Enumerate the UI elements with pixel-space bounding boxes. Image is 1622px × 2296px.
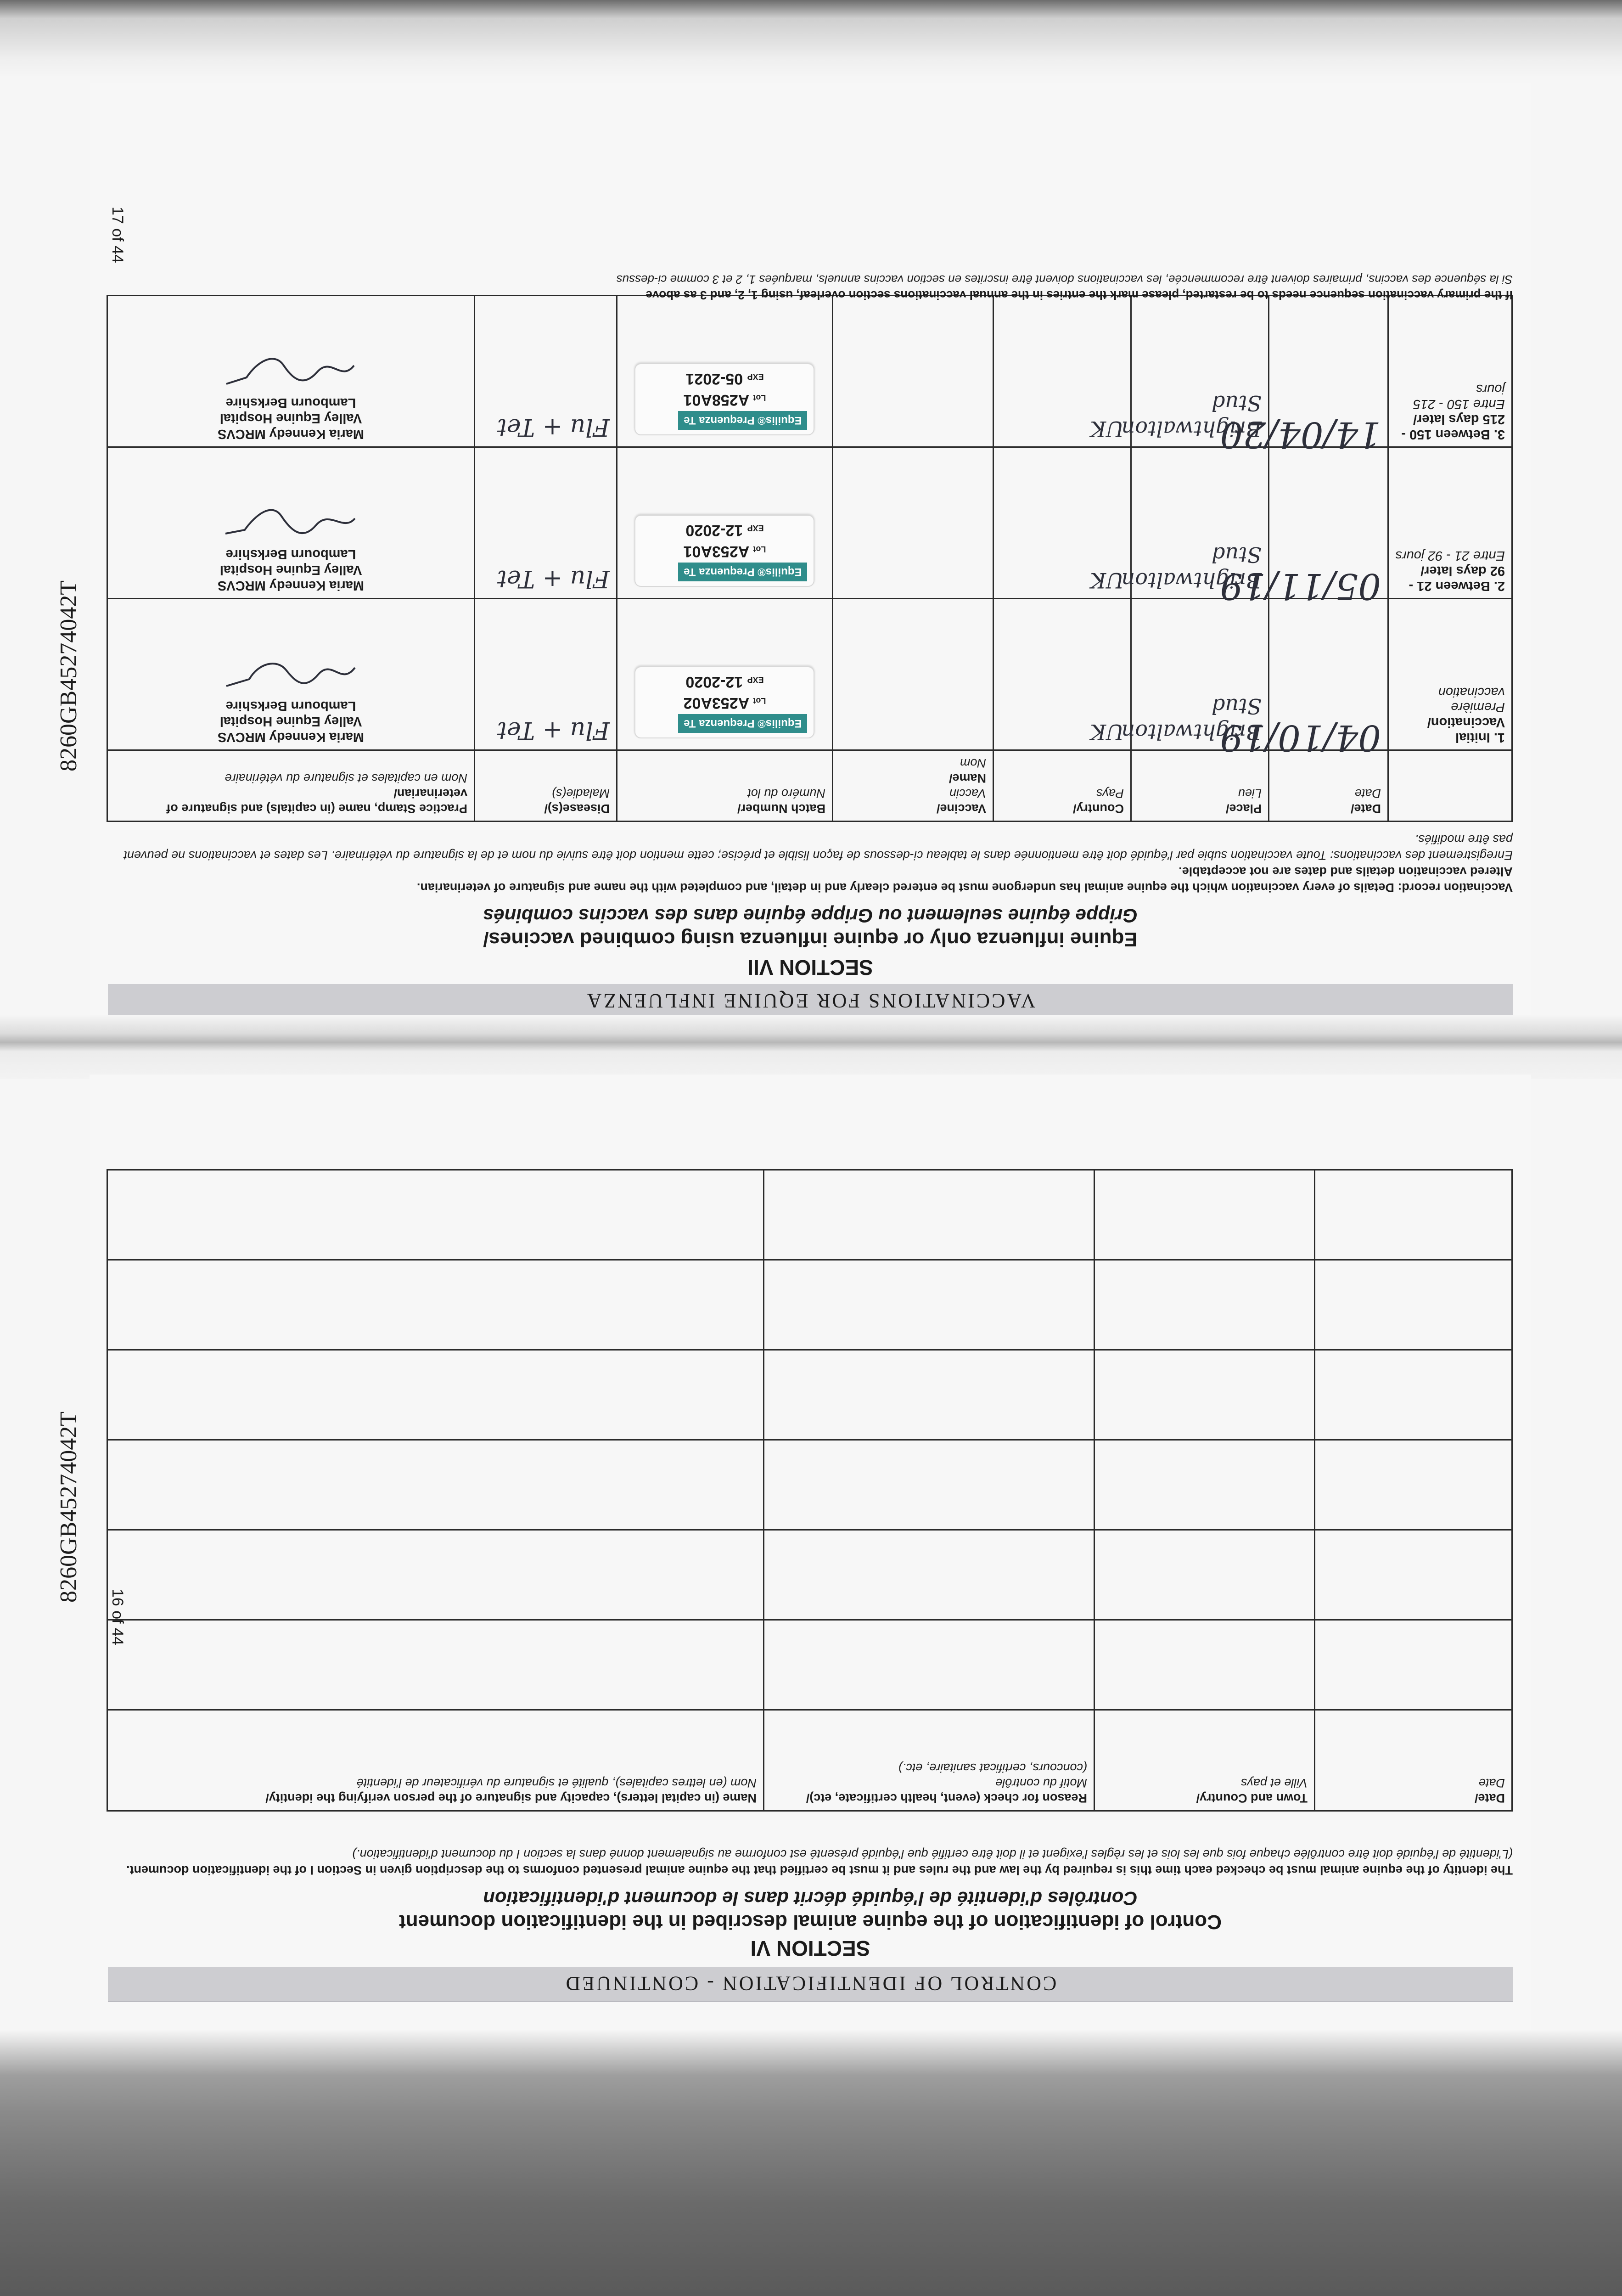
instruction-en-2: Altered vaccination details and dates are not acceptable. <box>1179 865 1513 878</box>
cell <box>107 1620 764 1710</box>
batch-sticker <box>635 363 815 435</box>
vaccination-date: 05/11/19 <box>1269 447 1388 599</box>
cell <box>1315 1350 1512 1440</box>
expiry-date: 05-2021 <box>685 370 743 388</box>
cell <box>764 1350 1094 1440</box>
header-date-en: Date/ <box>1350 802 1381 816</box>
vaccination-place: Brightwalton Stud <box>1131 599 1269 750</box>
header-batch-fr: Numéro du lot <box>747 787 825 800</box>
header-town-country <box>1094 1710 1315 1811</box>
batch-sticker <box>635 666 815 738</box>
header-reason-fr-2: (concours, certificat sanitaire, etc.) <box>898 1761 1087 1775</box>
vaccination-date: 14/04/20 <box>1269 296 1388 447</box>
header-town-en: Town and Country/ <box>1196 1791 1308 1805</box>
identity-instructions-fr: (L'identité de l'équidé doit être contrôlée chaque fois que les lois et les règles l'exigent et il doit être certifié que l'équidé présenté est conforme au signalement donné dans la section I du document d'identification.) <box>352 1847 1513 1861</box>
identity-check-table <box>107 1169 1513 1812</box>
page-number: 17 of 44 <box>109 207 126 263</box>
row-label <box>1388 447 1512 599</box>
vaccine-brand: Equilis® Prequenza Te <box>678 563 807 581</box>
vaccine-name-cell <box>833 296 993 447</box>
vaccine-brand: Equilis® Prequenza Te <box>678 411 807 430</box>
header-reason-fr: Motif du contrôle <box>995 1776 1087 1790</box>
identity-instructions-en: The identity of the equine animal must be checked each time this is required by the law and the rules and it must be certified that the equine animal presented conforms to the description given in Section I of the identification document. <box>126 1863 1513 1877</box>
vet-signature <box>222 502 360 544</box>
header-country <box>993 750 1131 822</box>
vaccination-country: UK <box>993 447 1131 599</box>
header-batch-en: Batch Number/ <box>737 802 825 816</box>
instruction-lead: Vaccination record: <box>1398 881 1513 895</box>
vaccine-brand: Equilis® Prequenza Te <box>678 714 807 733</box>
page-17 <box>90 83 1531 1019</box>
vet-name: Maria Kennedy MRCVS <box>217 427 365 441</box>
batch-number-cell <box>617 296 833 447</box>
header-date-fr: Date <box>1354 787 1381 800</box>
cell <box>764 1620 1094 1710</box>
header-date <box>1315 1710 1512 1811</box>
cell <box>1094 1350 1315 1440</box>
vet-hospital: Valley Equine Hospital <box>219 411 362 426</box>
section-title-fr: Contrôles d'identité de l'équidé décrit dans le document d'identification <box>483 1888 1138 1909</box>
header-disease-en: Disease(s)/ <box>544 802 610 816</box>
exp-prefix: EXP <box>747 372 764 381</box>
header-place-fr: Lieu <box>1238 787 1262 800</box>
page-binding <box>0 1015 1622 1079</box>
expiry-date: 12-2020 <box>685 522 743 539</box>
lot-prefix: Lot <box>753 545 766 554</box>
cell <box>764 1440 1094 1530</box>
vet-name: Maria Kennedy MRCVS <box>217 730 365 744</box>
vaccine-name-cell <box>833 599 993 750</box>
row-label-fr: Entre 21 - 92 jours <box>1395 548 1505 563</box>
section-label: SECTION VI <box>750 1936 870 1960</box>
identity-instructions <box>108 1846 1513 1878</box>
cell <box>107 1170 764 1260</box>
page-17-content <box>90 83 1531 1019</box>
vet-stamp-cell <box>107 296 475 447</box>
header-country-fr: Pays <box>1096 787 1124 800</box>
table-row <box>107 1440 1512 1530</box>
vet-name: Maria Kennedy MRCVS <box>217 578 365 593</box>
cell <box>1315 1530 1512 1620</box>
header-reason-en-2: (event, health certificate, etc)/ <box>806 1791 981 1805</box>
section-title-fr: Grippe équine seulement ou Grippe équine dans des vaccins combinés <box>483 905 1138 927</box>
vet-location: Lambourn Berkshire <box>225 698 356 713</box>
vet-location: Lambourn Berkshire <box>225 547 356 562</box>
vaccination-country: UK <box>993 296 1131 447</box>
vet-hospital: Valley Equine Hospital <box>219 714 362 729</box>
batch-sticker <box>635 515 815 587</box>
section-title-en: Control of identification of the equine animal described in the identification document <box>399 1911 1222 1933</box>
cell <box>764 1170 1094 1260</box>
vaccination-row-2 <box>107 447 1512 599</box>
document-id-top: 8260GB45274042T <box>56 580 82 771</box>
lot-number: A253A01 <box>683 543 750 560</box>
vet-stamp <box>114 395 467 442</box>
vaccination-instructions <box>108 831 1513 895</box>
vaccination-row-1 <box>107 599 1512 750</box>
header-vaccine-en: Vaccine/ <box>936 802 986 816</box>
document-id-bottom: 8260GB45274042T <box>56 1412 82 1603</box>
table-row <box>107 1350 1512 1440</box>
lot-number: A253A02 <box>683 694 750 712</box>
header-stamp-en: Practice Stamp, name (in capitals) and signature of veterinarian/ <box>166 787 467 816</box>
cell <box>1315 1620 1512 1710</box>
table-row <box>107 1530 1512 1620</box>
exp-prefix: EXP <box>747 675 764 684</box>
page-number: 16 of 44 <box>109 1589 126 1645</box>
header-verifier <box>107 1710 764 1811</box>
row-label-fr: Entre 150 - 215 jours <box>1413 382 1505 411</box>
vaccine-name-cell <box>833 447 993 599</box>
cell <box>107 1260 764 1350</box>
row-label <box>1388 599 1512 750</box>
header-date-fr: Date <box>1478 1776 1505 1790</box>
vaccination-table <box>107 295 1513 822</box>
exp-prefix: EXP <box>747 523 764 533</box>
row-label <box>1388 296 1512 447</box>
section-header-bar: CONTROL OF IDENTIFICATION - CONTINUED <box>108 1967 1513 2002</box>
instruction-fr: Enregistrement des vaccinations: Toute vaccination subie par l'équidé doit être mentionnée dans le tableau ci-dessous de façon lisible et précise; cette mention doit être suivie du nom et de la signature du vétérinaire. Les dates et vaccinations ne peuvent pas être modifiés. <box>123 833 1513 862</box>
header-town-fr: Ville et pays <box>1240 1776 1308 1790</box>
cell <box>1315 1170 1512 1260</box>
lot-prefix: Lot <box>753 696 766 705</box>
disease-cell: Flu + Tet <box>475 296 617 447</box>
vet-stamp <box>114 546 467 593</box>
table-row <box>107 1260 1512 1350</box>
cell <box>764 1260 1094 1350</box>
vet-stamp-cell <box>107 599 475 750</box>
cell <box>764 1530 1094 1620</box>
vet-hospital: Valley Equine Hospital <box>219 563 362 577</box>
row-label-fr: Première vaccination <box>1438 685 1505 715</box>
vaccination-country: UK <box>993 599 1131 750</box>
lot-number: A258A01 <box>683 391 750 409</box>
vet-location: Lambourn Berkshire <box>225 395 356 410</box>
row-label-en: 3. Between 150 - 215 days later/ <box>1401 412 1505 442</box>
vaccination-place: Brightwalton Stud <box>1131 296 1269 447</box>
footnote-en: If the primary vaccination sequence needs to be restarted, please mark the entries in the annual vaccinations section overleaf, using 1, 2, and 3 as above <box>645 288 1513 302</box>
batch-number-cell <box>617 599 833 750</box>
page-16-content <box>90 1075 1531 2030</box>
batch-number-cell <box>617 447 833 599</box>
vaccination-row-3 <box>107 296 1512 447</box>
page-16 <box>90 1075 1531 2030</box>
restart-footnote <box>108 272 1513 303</box>
vet-signature <box>222 351 360 392</box>
cell <box>1094 1170 1315 1260</box>
header-disease-fr: Maladie(s) <box>551 787 610 800</box>
disease-cell: Flu + Tet <box>475 447 617 599</box>
cell <box>1094 1620 1315 1710</box>
header-country-en: Country/ <box>1073 802 1124 816</box>
header-vaccine-fr: Vaccin <box>949 787 986 800</box>
vet-stamp <box>114 698 467 745</box>
header-place-en: Place/ <box>1225 802 1262 816</box>
cell <box>107 1530 764 1620</box>
vaccination-date: 04/10/19 <box>1269 599 1388 750</box>
section-label: SECTION VII <box>747 956 873 979</box>
header-place <box>1131 750 1269 822</box>
cell <box>1094 1440 1315 1530</box>
header-row-label <box>1388 750 1512 822</box>
header-name-en: Name/ <box>949 771 986 785</box>
vaccination-place: Brightwalton Stud <box>1131 447 1269 599</box>
cell <box>107 1440 764 1530</box>
header-date-en: Date/ <box>1474 1791 1505 1805</box>
row-label-en: 1. Initial Vaccination/ <box>1427 715 1505 745</box>
disease-cell: Flu + Tet <box>475 599 617 750</box>
footnote-fr: Si la séquence des vaccins, primaires doivent être recommencée, les vaccinations doivent être inscrites en section vaccins annuels, marquées 1, 2 et 3 comme ci-dessus <box>616 273 1513 287</box>
cell <box>1094 1260 1315 1350</box>
section-title-en: Equine influenza only or equine influenza using combined vaccines/ <box>483 928 1138 951</box>
header-stamp-fr: Nom en capitales et signature du vétérinaire <box>224 771 467 785</box>
table-row <box>107 1620 1512 1710</box>
header-verifier-fr: Nom (en lettres capitales), qualité et signature du vérificateur de l'identité <box>356 1776 757 1790</box>
cell <box>1315 1440 1512 1530</box>
header-stamp <box>107 750 475 822</box>
header-name-fr: Nom <box>960 756 986 770</box>
cell <box>107 1350 764 1440</box>
instruction-en: Details of every vaccination which the equine animal has undergone must be entered clearly and in detail, and completed with the name and signature of veterinarian. <box>416 881 1394 895</box>
cell <box>1094 1530 1315 1620</box>
vet-stamp-cell <box>107 447 475 599</box>
header-vaccine-name <box>833 750 993 822</box>
row-label-en: 2. Between 21 - 92 days later/ <box>1409 563 1505 593</box>
cell <box>1315 1260 1512 1350</box>
header-verifier-en: Name (in capital letters), capacity and signature of the person verifying the identity/ <box>265 1791 757 1805</box>
section-header-bar: VACCINATIONS FOR EQUINE INFLUENZA <box>108 984 1513 1019</box>
expiry-date: 12-2020 <box>685 673 743 691</box>
vet-signature <box>222 654 360 695</box>
header-reason-en: Reason for check <box>983 1791 1087 1805</box>
header-date <box>1269 750 1388 822</box>
header-reason <box>764 1710 1094 1811</box>
table-row <box>107 1170 1512 1260</box>
lot-prefix: Lot <box>753 393 766 402</box>
header-batch <box>617 750 833 822</box>
header-disease <box>475 750 617 822</box>
